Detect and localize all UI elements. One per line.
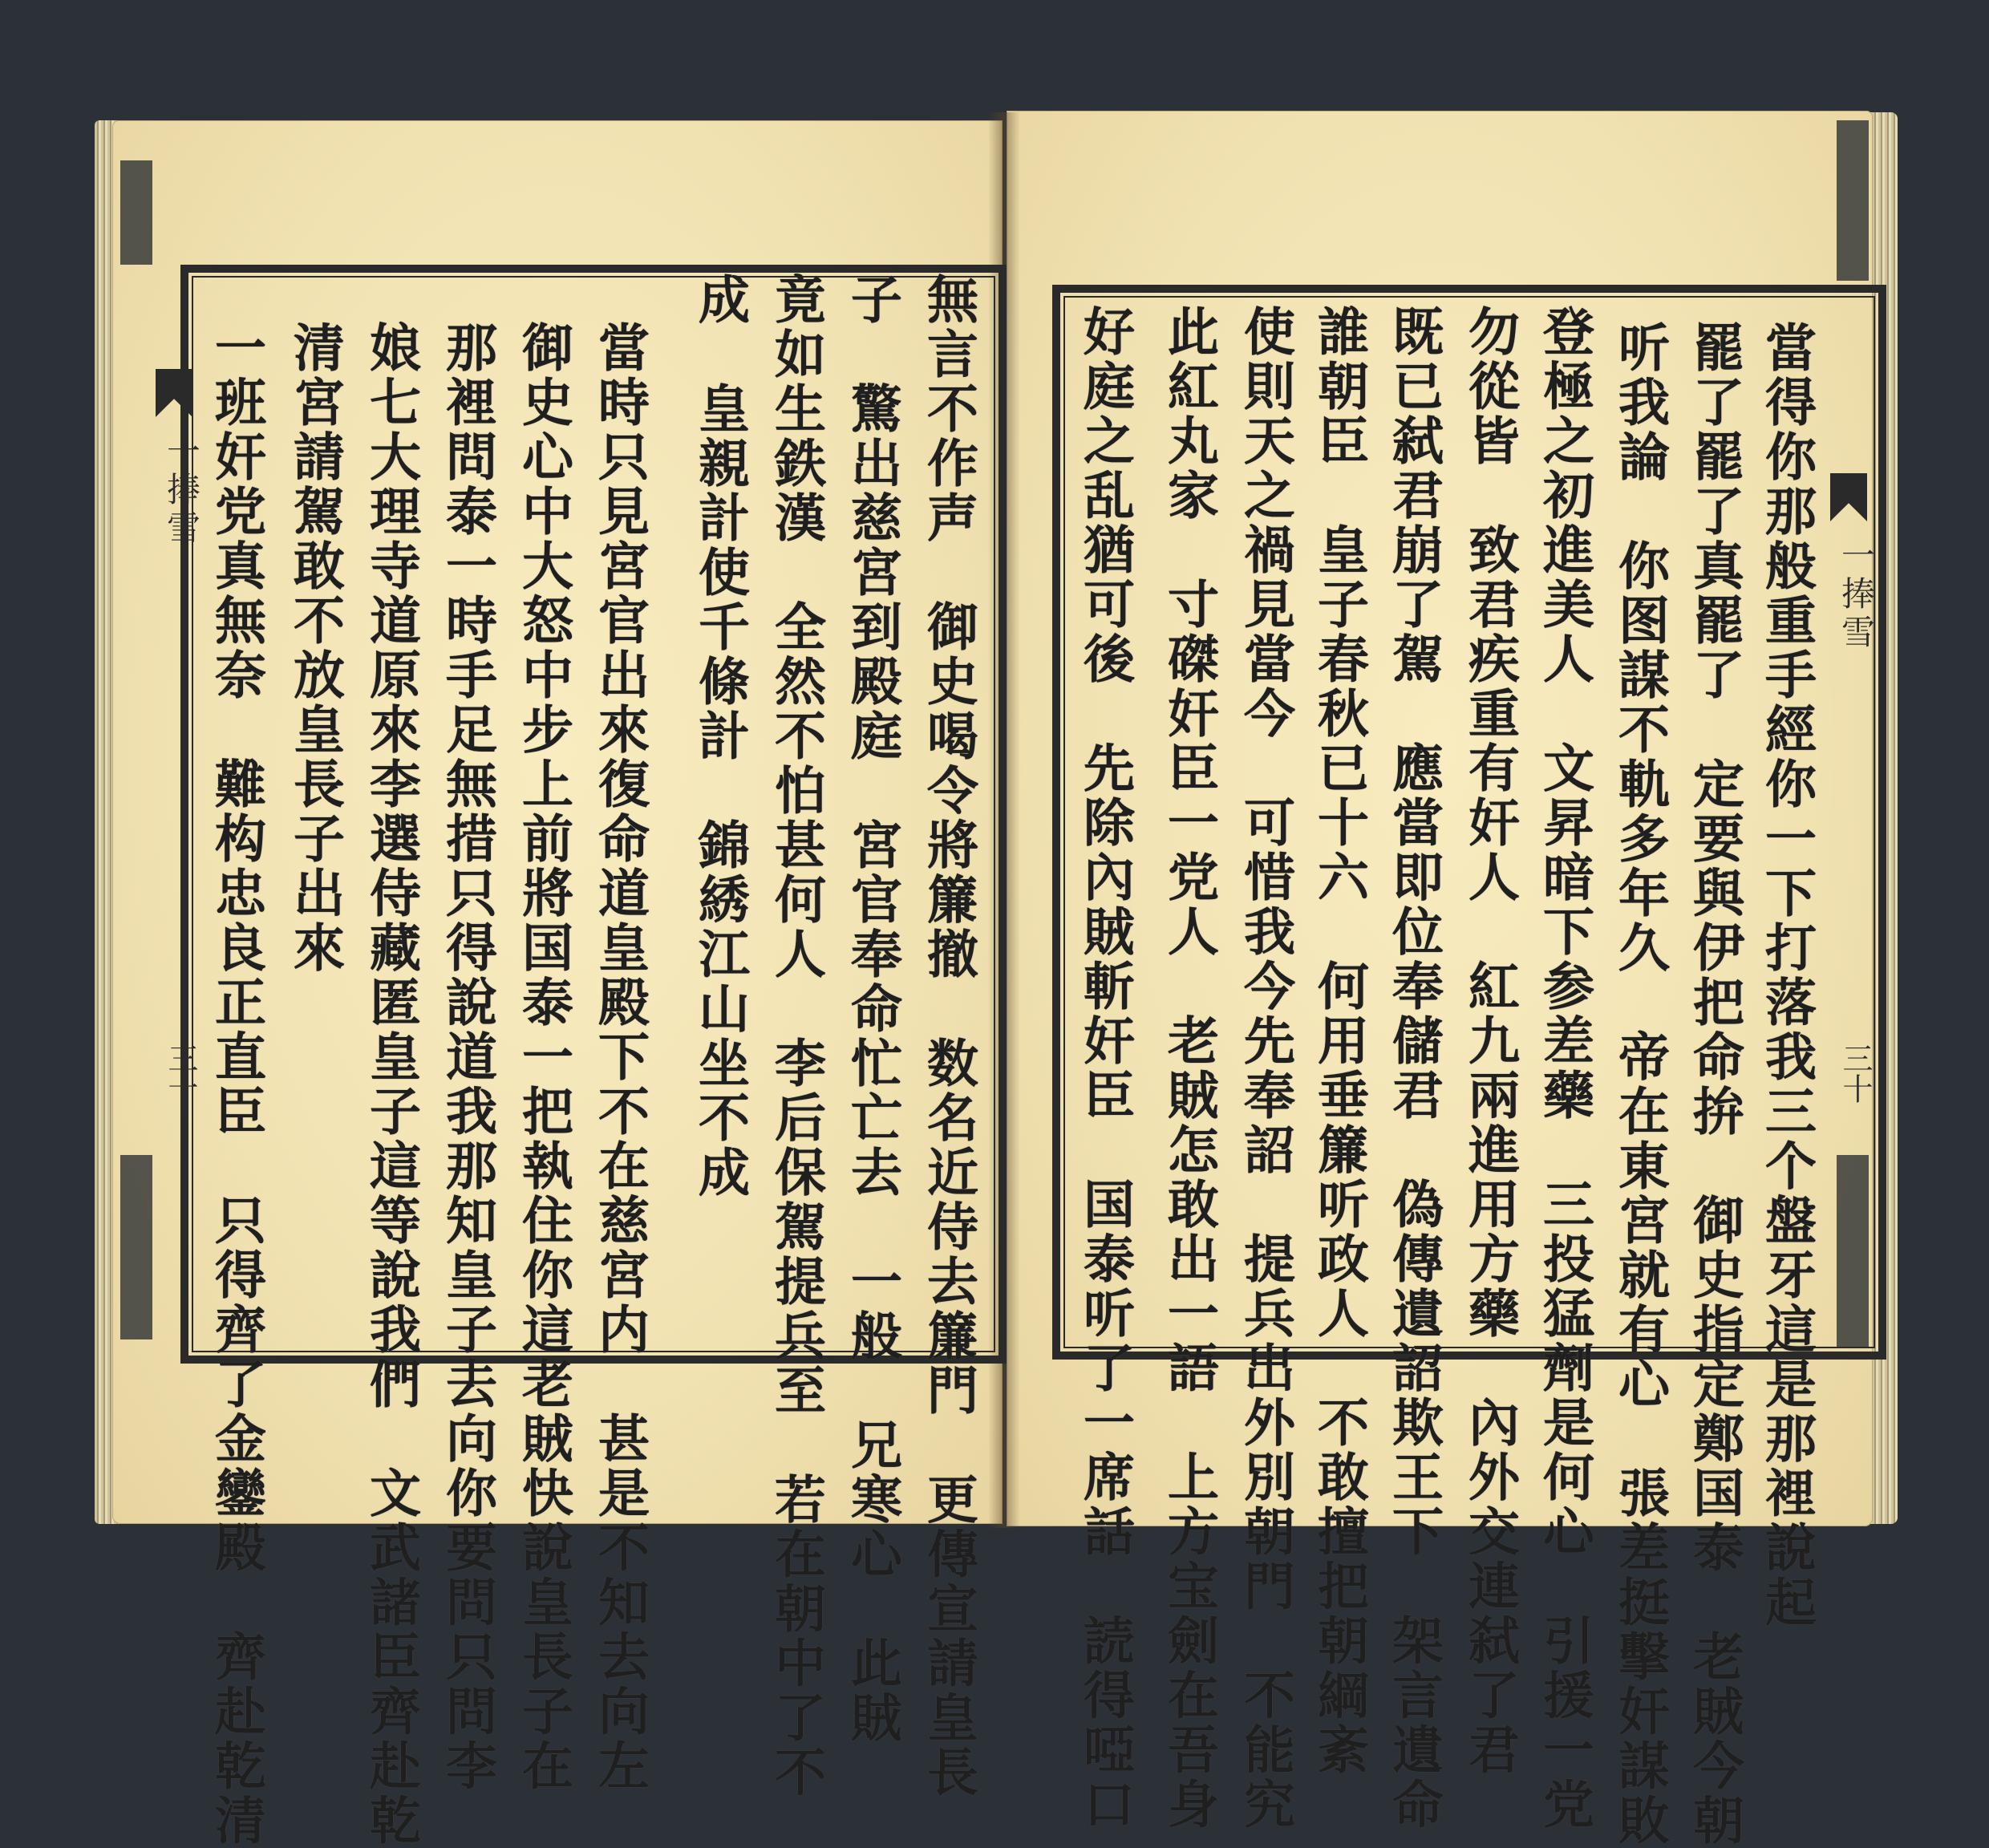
left-text-column-6: 御史心中大怒中步上前將国泰一把執住你這老賊快說皇長子在 (513, 321, 573, 1793)
right-text-column-8: 使則天之禍見當今 可惜我今先奉詔 提兵出外別朝門 不能究 (1235, 305, 1295, 1832)
right-text-column-4: 登極之初進美人 文昇暗下参差藥 三投猛劑是何心 引援一党 (1534, 305, 1594, 1832)
left-text-column-7: 那裡問泰一時手足無措只得說道我那知皇子去向你要問只問李 (437, 321, 497, 1793)
right-banxin (1821, 337, 1877, 1315)
right-text-column-3: 听我論 你图謀不軌多年久 帝在東宮就有心 張差挺擊奸謀敗 (1610, 321, 1670, 1848)
right-text-column-2: 罷了罷了真罷了 定要與伊把命拚 御史指定鄭国泰 老賊今朝 (1684, 321, 1744, 1848)
fishtail-mark (156, 369, 192, 417)
right-edge-band-top (1837, 120, 1869, 281)
right-banxin-title: 一捧雪 (1837, 537, 1876, 653)
left-banxin (152, 369, 201, 1307)
left-banxin-title: 一捧雪 (162, 433, 201, 549)
right-text-column-1: 當得你那般重手經你一下打落我三个盤牙這是那裡說起 (1756, 321, 1817, 1630)
right-text-column-5: 勿從皆 致君疾重有奸人 紅九兩進用方藥 內外交連弑了君 (1460, 305, 1520, 1777)
fishtail-mark (1830, 473, 1867, 521)
left-text-column-3: 竟如生鉄漢 全然不怕甚何人 李后保駕提兵至 若在朝中了不 (766, 273, 826, 1800)
left-text-column-1: 無言不作声 御史喝令將簾撤 数名近侍去簾門 更傳宣請皇長 (918, 273, 978, 1800)
left-edge-band-bottom (120, 1155, 152, 1339)
left-text-column-10: 一班奸党真無奈 難构忠良正直臣 只得齊了金鑾殿 齊赴乾清 (206, 321, 266, 1848)
right-banxin-leaf: 三十 (1837, 1043, 1873, 1104)
left-banxin-leaf: 三十 (163, 1043, 198, 1104)
right-text-column-7: 誰朝臣 皇子春秋已十六 何用垂簾听政人 不敢擅把朝綱紊 (1309, 305, 1369, 1777)
left-text-column-5: 當時只見宮官出來復命道皇殿下不在慈宮内 甚是不知去向左 (589, 321, 650, 1793)
left-text-column-8: 娘七大理寺道原來李選侍藏匿皇子這等說我們 文武諸臣齊赴乾 (361, 321, 421, 1848)
left-text-column-9: 清宮請駕敢不放皇長子出來 (285, 321, 345, 975)
right-text-column-6: 既已弑君崩了駕 應當即位奉儲君 偽傳遺詔欺王下 架言遺命 (1383, 305, 1444, 1832)
right-text-column-9: 此紅丸家 寸磔奸臣一党人 老賊怎敢出一語 上方宝劍在吾身 (1159, 305, 1219, 1832)
left-text-column-4: 成 皇親計使千條計 錦綉江山坐不成 (690, 273, 750, 1200)
right-text-column-10: 好庭之乱猶可後 先除內賊斬奸臣 国泰听了一席話 読得啞口 (1075, 305, 1135, 1832)
left-text-column-2: 子 驚出慈宮到殿庭 宮官奉命忙亡去 一般 兄寒心 此賊 (842, 273, 902, 1745)
left-edge-band-top (120, 160, 152, 265)
